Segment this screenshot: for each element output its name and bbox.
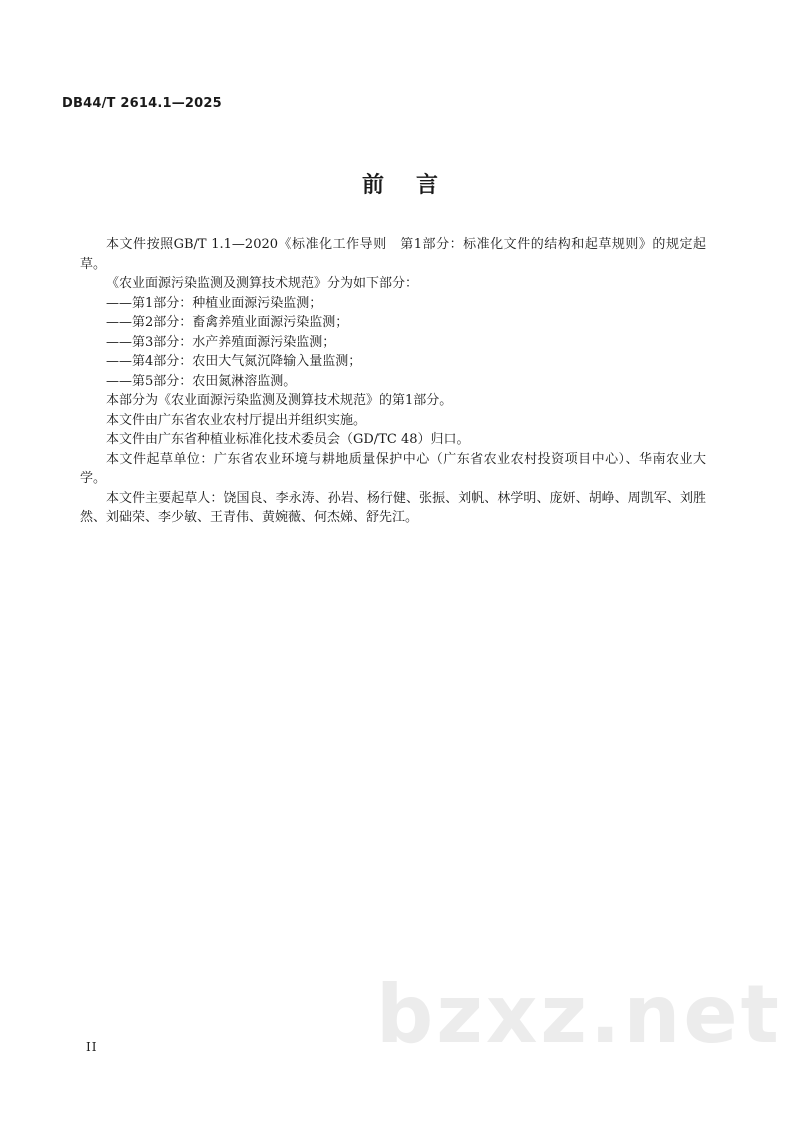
paragraph-under-jurisdiction: 本文件由广东省种植业标准化技术委员会（GD/TC 48）归口。 <box>106 432 470 447</box>
page-title: 前言 <box>361 173 470 198</box>
document-code: DB44/T 2614.1—2025 <box>62 96 222 111</box>
list-item-part-2: ——第2部分：畜禽养殖业面源污染监测； <box>106 315 349 330</box>
list-item-part-1: ——第1部分：种植业面源污染监测； <box>106 295 323 311</box>
list-item-part-4: ——第4部分：农田大气氮沉降输入量监测； <box>106 354 362 369</box>
paragraph-proposed-by: 本文件由广东省农业农村厅提出并组织实施。 <box>106 412 367 428</box>
page-number: II <box>86 1040 98 1054</box>
paragraph-drafting-basis: 本文件按照GB/T 1.1—2020《标准化工作导则 第1部分：标准化文件的结构和起草规则》的规定起草。 <box>80 237 706 272</box>
paragraph-parts-intro: 《农业面源污染监测及测算技术规范》分为如下部分： <box>106 276 419 291</box>
foreword-body <box>80 235 706 528</box>
list-item-part-3: ——第3部分：水产养殖面源污染监测； <box>106 334 336 350</box>
paragraph-this-part: 本部分为《农业面源污染监测及测算技术规范》的第1部分。 <box>106 393 453 408</box>
watermark-logo: bzxz.net <box>376 968 782 1061</box>
paragraph-drafting-units: 本文件起草单位：广东省农业环境与耕地质量保护中心（广东省农业农村投资项目中心）、华南农业大学。 <box>80 451 706 486</box>
paragraph-drafters: 本文件主要起草人：饶国良、李永涛、孙岩、杨行健、张振、刘帆、林学明、庞妍、胡峥、周凯军、刘胜然、刘础荣、李少敏、王青伟、黄婉薇、何杰娣、舒先江。 <box>80 490 706 525</box>
list-item-part-5: ——第5部分：农田氮淋溶监测。 <box>106 373 297 389</box>
